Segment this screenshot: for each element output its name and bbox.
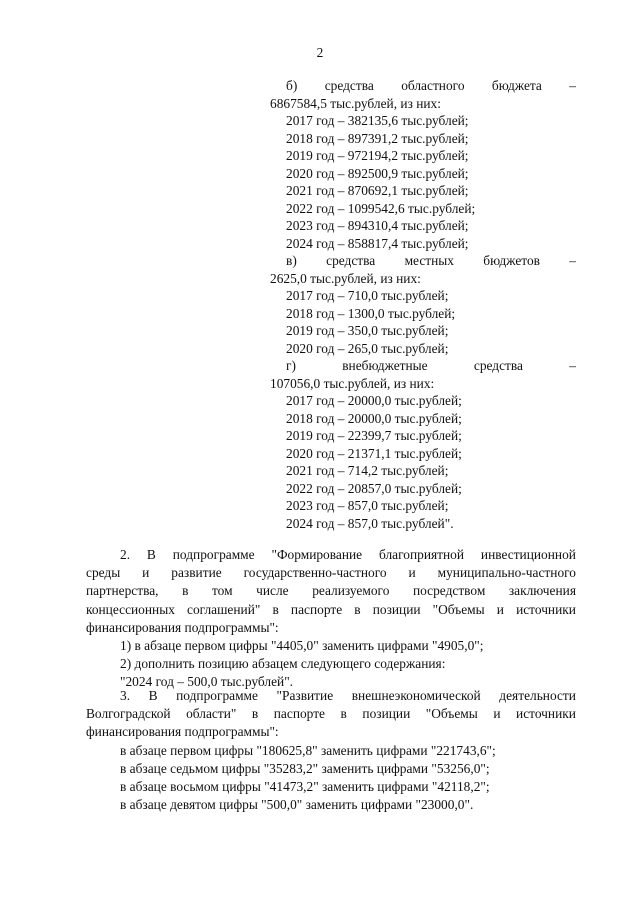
word: реализуемого — [312, 583, 390, 599]
word: и — [142, 565, 150, 581]
local-budgets-amount: 2625,0 тыс.рублей, из них: — [270, 270, 421, 286]
extrabudgetary-year-line: 2022 год – 20857,0 тыс.рублей; — [286, 480, 462, 496]
word: и — [408, 565, 416, 581]
word: в) — [286, 253, 297, 268]
word: – — [569, 78, 576, 93]
word: в — [251, 706, 259, 722]
word: инвестиционной — [480, 547, 576, 562]
word: б) — [286, 78, 298, 93]
extrabudgetary-year-line: 2023 год – 857,0 тыс.рублей; — [286, 498, 449, 514]
section2-line — [86, 582, 576, 600]
local-budgets-year-line: 2018 год – 1300,0 тыс.рублей; — [286, 305, 456, 321]
word: посредством — [412, 583, 486, 599]
word: подпрограмме — [176, 688, 258, 703]
section2-item: 2) дополнить позицию абзацем следующего содержания: — [120, 656, 446, 672]
word: 2. — [120, 547, 131, 562]
section2-item: "2024 год – 500,0 тыс.рублей". — [120, 674, 294, 690]
local-budgets-lead — [286, 252, 576, 270]
word: В — [148, 688, 158, 703]
word: соглашений" — [187, 601, 261, 617]
word: паспорте — [273, 706, 325, 722]
regional-budget-year-line: 2024 год – 858817,4 тыс.рублей; — [286, 235, 469, 251]
word: в — [182, 583, 189, 599]
regional-budget-year-line: 2021 год – 870692,1 тыс.рублей; — [286, 183, 469, 199]
word: бюджетов — [483, 253, 540, 268]
section3-item: в абзаце седьмом цифры "35283,2" заменить цифрами "53256,0"; — [120, 760, 490, 776]
section2-line: финансирования подпрограммы": — [86, 619, 279, 635]
word: средства — [326, 253, 376, 268]
extrabudgetary-year-line: 2017 год – 20000,0 тыс.рублей; — [286, 393, 462, 409]
word: деятельности — [499, 688, 576, 703]
word: и — [493, 706, 501, 722]
word: средства — [473, 358, 523, 373]
word: партнерства, — [86, 583, 159, 599]
word: паспорте — [290, 601, 343, 617]
section3-line — [120, 687, 576, 705]
section3-line — [86, 705, 576, 723]
word: "Развитие — [276, 688, 334, 703]
word: заключения — [508, 583, 576, 599]
word: и — [496, 601, 504, 617]
word: концессионных — [86, 601, 175, 617]
word: г) — [286, 358, 296, 373]
extrabudgetary-year-line: 2020 год – 21371,1 тыс.рублей; — [286, 445, 462, 461]
word: в — [340, 706, 347, 722]
word: – — [569, 253, 576, 268]
word: внебюджетные — [342, 358, 428, 373]
word: государственно-частного — [243, 565, 387, 581]
local-budgets-year-line: 2017 год – 710,0 тыс.рублей; — [286, 288, 449, 304]
word: благоприятной — [379, 547, 465, 562]
regional-budget-lead — [286, 77, 576, 95]
word: подпрограмме — [172, 547, 255, 562]
word: в — [354, 601, 361, 617]
word: "Объемы — [425, 706, 478, 722]
word: числе — [256, 583, 289, 599]
word: среды — [86, 565, 121, 581]
word: Волгоградской — [86, 706, 171, 722]
regional-budget-year-line: 2018 год – 897391,2 тыс.рублей; — [286, 130, 469, 146]
word: областного — [401, 78, 465, 93]
section3-line: финансирования подпрограммы": — [86, 724, 279, 740]
word: источники — [516, 706, 576, 722]
regional-budget-year-line: 2020 год – 892500,9 тыс.рублей; — [286, 165, 469, 181]
local-budgets-year-line: 2020 год – 265,0 тыс.рублей; — [286, 340, 449, 356]
word: позиции — [372, 601, 421, 617]
regional-budget-year-line: 2019 год – 972194,2 тыс.рублей; — [286, 148, 469, 164]
section2-line — [86, 564, 576, 582]
section2-line — [86, 601, 576, 619]
word: "Объемы — [432, 601, 485, 617]
word: внешнеэкономической — [351, 688, 481, 703]
word: муниципально-частного — [437, 565, 576, 581]
section3-item: в абзаце восьмом цифры "41473,2" заменить цифрами "42118,2"; — [120, 779, 490, 794]
word: бюджета — [491, 78, 542, 93]
section2-line — [120, 546, 576, 564]
regional-budget-year-line: 2023 год – 894310,4 тыс.рублей; — [286, 218, 469, 234]
extrabudgetary-amount: 107056,0 тыс.рублей, из них: — [270, 375, 435, 391]
section3-item: в абзаце первом цифры "180625,8" заменить цифрами "221743,6"; — [120, 742, 496, 758]
section2-item: 1) в абзаце первом цифры "4405,0" заменить цифрами "4905,0"; — [120, 638, 484, 653]
word: средства — [324, 78, 374, 93]
word: В — [146, 547, 156, 562]
extrabudgetary-year-line: 2018 год – 20000,0 тыс.рублей; — [286, 410, 462, 426]
word: 3. — [120, 688, 131, 703]
word: источники — [516, 601, 576, 617]
extrabudgetary-year-line: 2019 год – 22399,7 тыс.рублей; — [286, 428, 462, 444]
extrabudgetary-year-line: 2021 год – 714,2 тыс.рублей; — [286, 463, 449, 479]
word: в — [272, 601, 279, 617]
regional-budget-amount: 6867584,5 тыс.рублей, из них: — [270, 95, 441, 111]
regional-budget-year-line: 2017 год – 382135,6 тыс.рублей; — [286, 113, 469, 129]
local-budgets-year-line: 2019 год – 350,0 тыс.рублей; — [286, 323, 449, 339]
word: – — [569, 358, 576, 373]
word: местных — [404, 253, 454, 268]
word: том — [211, 583, 233, 599]
extrabudgetary-lead — [286, 357, 576, 375]
word: "Формирование — [271, 547, 363, 562]
page-number: 2 — [316, 45, 324, 60]
word: развитие — [171, 565, 222, 581]
section3-item: в абзаце девятом цифры "500,0" заменить цифрами "23000,0". — [120, 797, 474, 813]
word: области" — [186, 706, 237, 722]
extrabudgetary-year-line: 2024 год – 857,0 тыс.рублей". — [286, 515, 454, 531]
word: позиции — [362, 706, 411, 722]
regional-budget-year-line: 2022 год – 1099542,6 тыс.рублей; — [286, 200, 476, 216]
